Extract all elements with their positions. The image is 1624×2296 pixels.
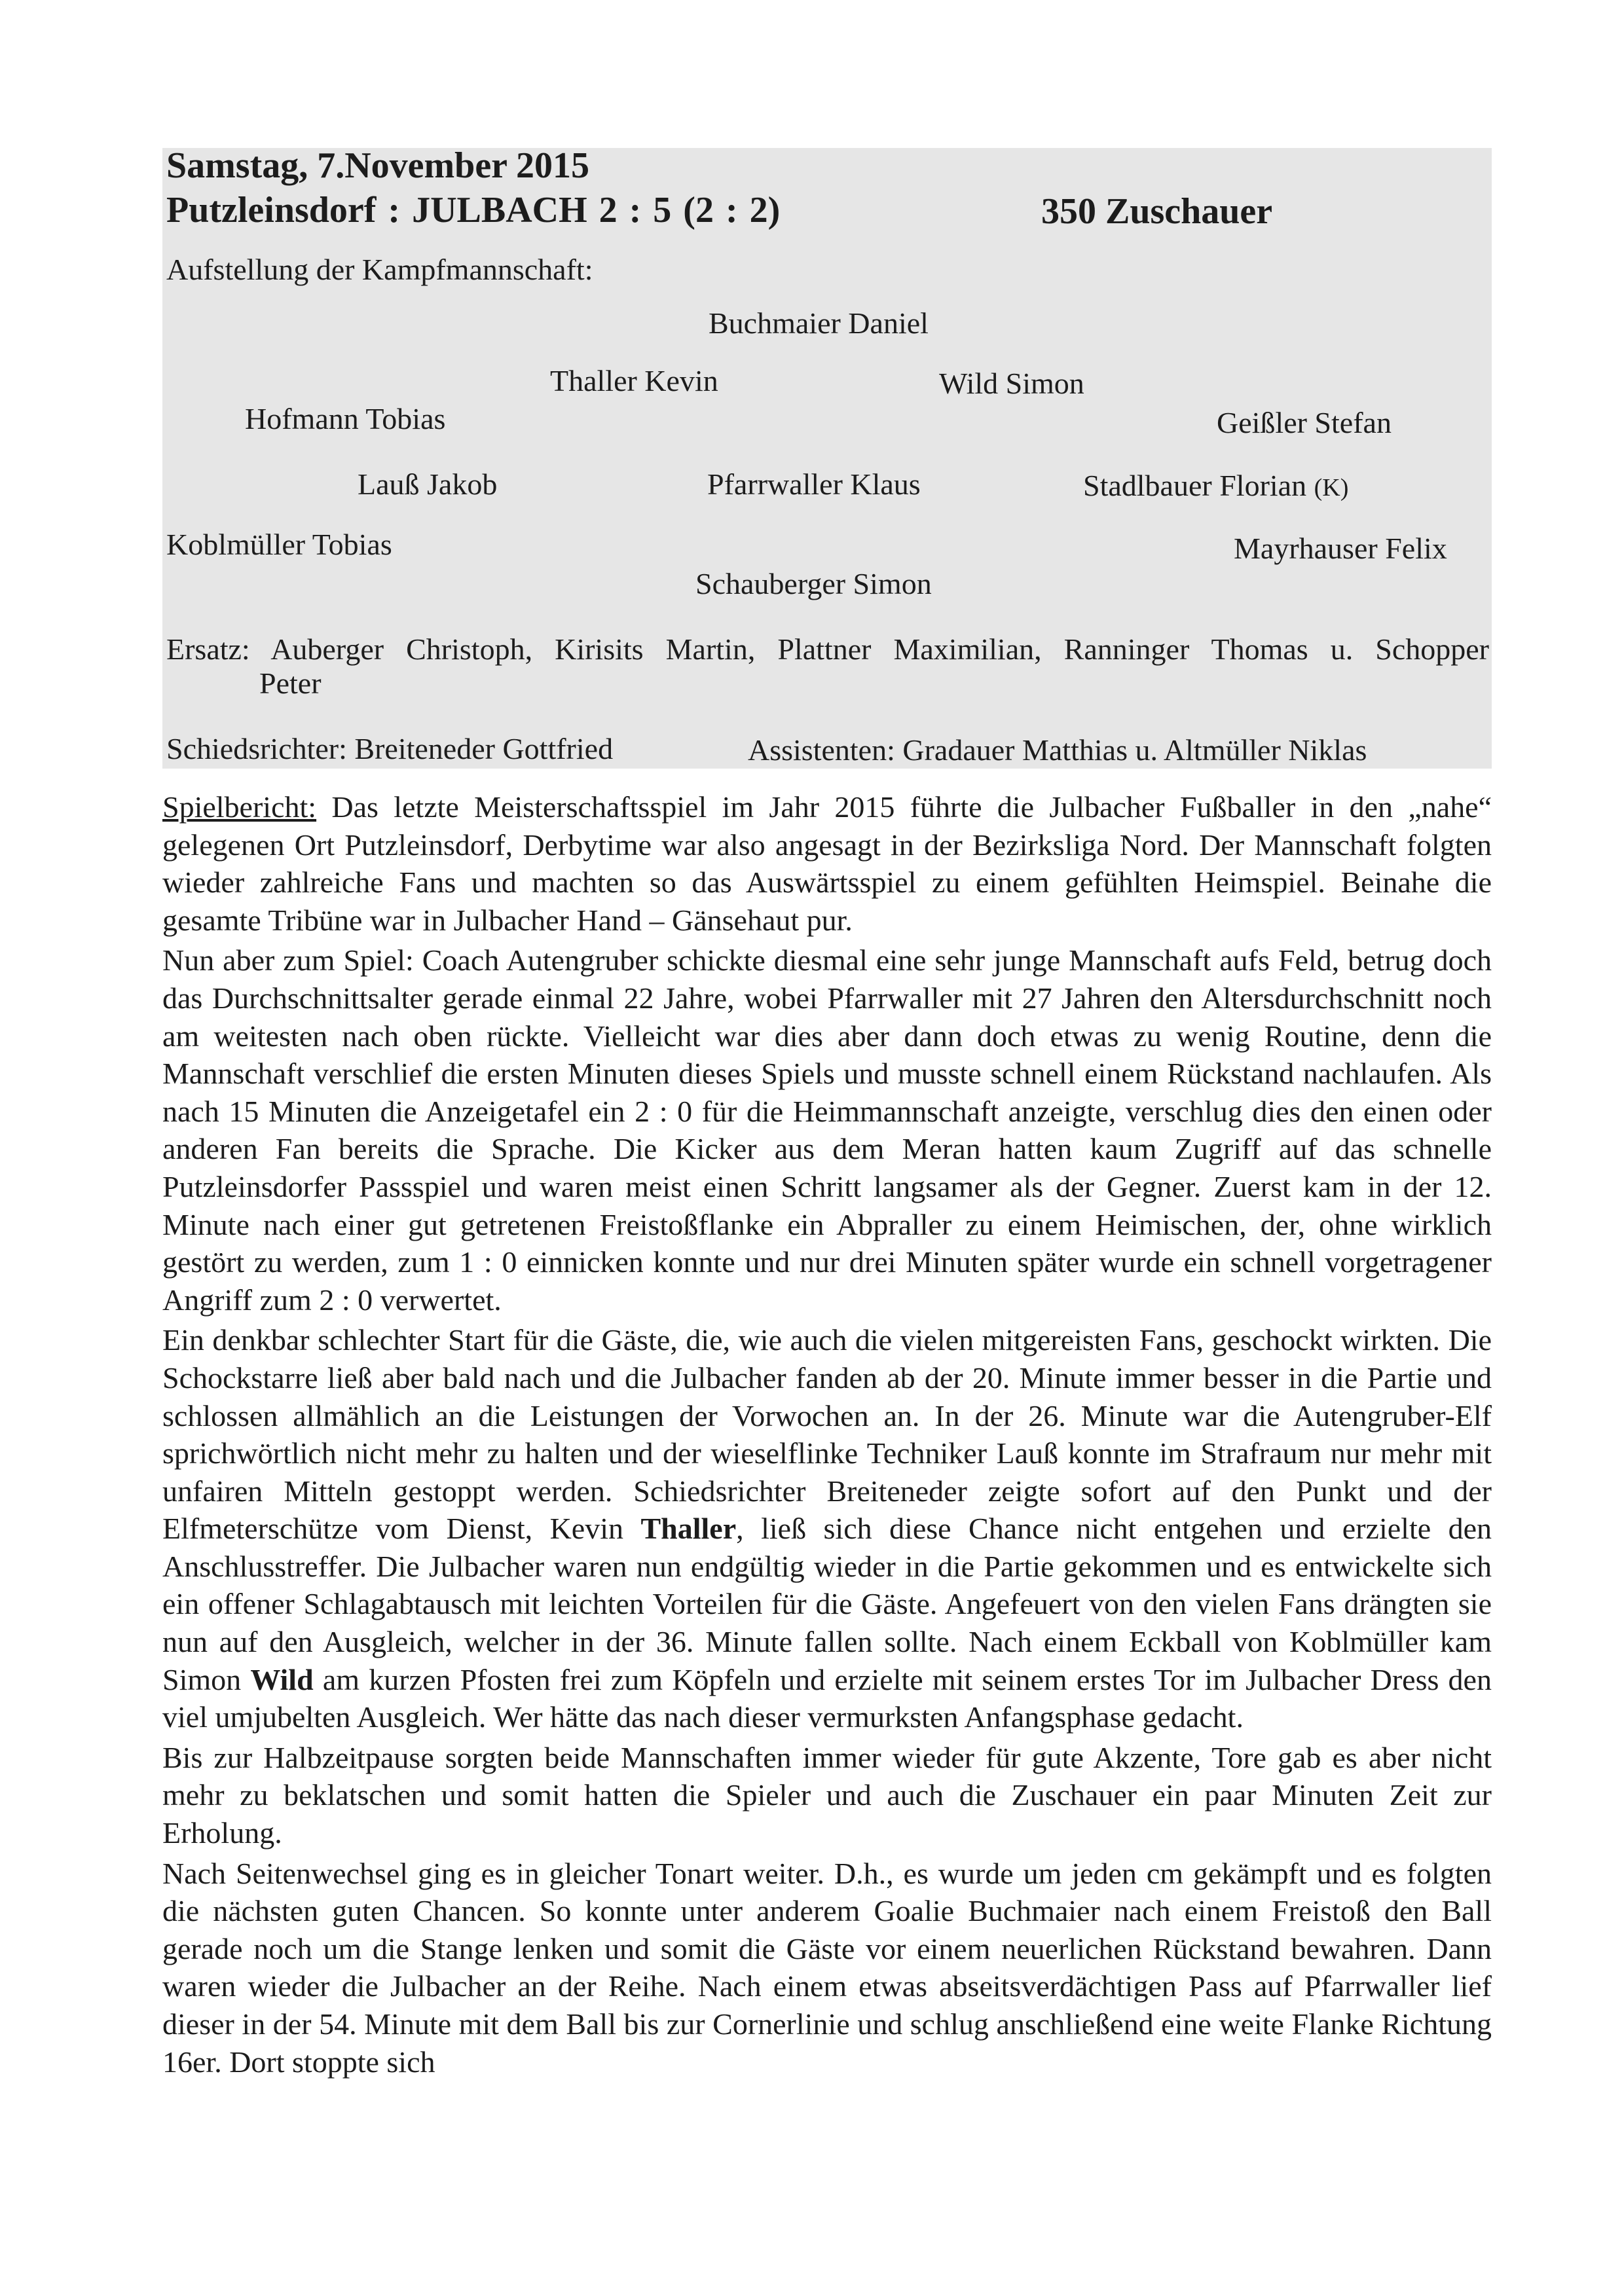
player-thaller: Thaller Kevin: [550, 364, 718, 397]
report-label: Spielbericht:: [162, 790, 317, 824]
report-paragraph-5: Nach Seitenwechsel ging es in gleicher Tonart weiter. D.h., es wurde um jeden cm gekämpft und es folgten die nächsten guten Chancen. So konnte unter anderem Goalie Buchmaier nach einem Freistoß den Ball gerade noch um die Stange lenken und somit die Gäste vor einem neuerlichen Rückstand bewahren. Dann waren wieder die Julbacher an der Reihe. Nach einem etwas abseitsverdächtigen Pass auf Pfarrwaller lief dieser in der 54. Minute mit dem Ball bis zur Cornerlinie und schlug anschließend eine weite Flanke Richtung 16er. Dort stoppte sich: [162, 1856, 1492, 2079]
spectator-count: 350 Zuschauer: [1041, 191, 1273, 232]
scorer-wild: Wild: [250, 1662, 314, 1696]
lineup-label: Aufstellung der Kampfmannschaft:: [166, 253, 593, 286]
match-info-box: [162, 148, 1492, 769]
scorer-thaller: Thaller: [640, 1512, 737, 1546]
report-paragraph-4: Bis zur Halbzeitpause sorgten beide Mannschaften immer wieder für gute Akzente, Tore gab es aber nicht mehr zu beklatschen und somit hatten die Spieler und auch die Zuschauer ein paar Minuten Zeit zur Erholung.: [162, 1740, 1492, 1850]
substitutes-line-2: Peter: [259, 666, 322, 700]
match-result: Putzleinsdorf : JULBACH 2 : 5 (2 : 2): [166, 190, 781, 230]
player-schauberger: Schauberger Simon: [695, 567, 932, 600]
player-stadlbauer: [1083, 469, 1348, 505]
report-paragraph-3: Ein denkbar schlechter Start für die Gäste, die, wie auch die vielen mitgereisten Fans, geschockt wirkten. Die Schockstarre ließ aber bald nach und die Julbacher fanden ab der 20. Minute immer besser in die Partie und schlossen allmählich an die Leistungen der Vorwochen an. In der 26. Minute war die Autengruber-Elf sprichwörtlich nicht mehr zu halten und der wieselflinke Techniker Lauß konnte im Strafraum nur mehr mit unfairen Mitteln gestoppt werden. Schiedsrichter Breiteneder zeigte sofort auf den Punkt und der Elfmeterschütze vom Dienst, Kevin Thaller, ließ sich diese Chance nicht entgehen und erzielte den Anschlusstreffer. Die Julbacher waren nun endgültig wieder in die Partie gekommen und es entwickelte sich ein offener Schlagabtausch mit leichten Vorteilen für die Gäste. Angefeuert von den vielen Fans drängten sie nun auf den Ausgleich, welcher in der 36. Minute fallen sollte. Nach einem Eckball von Koblmüller kam Simon Wild am kurzen Pfosten frei zum Köpfeln und erzielte mit seinem erstes Tor im Julbacher Dress den viel umjubelten Ausgleich. Wer hätte das nach dieser vermurksten Anfangsphase gedacht.: [162, 1323, 1492, 1734]
player-pfarrwaller: Pfarrwaller Klaus: [707, 467, 921, 501]
player-mayrhauser: Mayrhauser Felix: [1234, 532, 1447, 565]
match-report: [162, 788, 1492, 2081]
player-koblmueller: Koblmüller Tobias: [166, 528, 392, 561]
assistant-referees: Assistenten: Gradauer Matthias u. Altmüller Niklas: [748, 733, 1367, 767]
player-lauss: Lauß Jakob: [358, 467, 498, 501]
player-wild: Wild Simon: [939, 367, 1084, 400]
captain-mark: (K): [1314, 474, 1349, 501]
report-paragraph-2: Nun aber zum Spiel: Coach Autengruber schickte diesmal eine sehr junge Mannschaft aufs Feld, betrug doch das Durchschnittsalter gerade einmal 22 Jahre, wobei Pfarrwaller mit 27 Jahren den Altersdurchschnitt noch am weitesten nach oben rückte. Vielleicht war dies aber dann doch etwas zu wenig Routine, denn die Mannschaft verschlief die ersten Minuten dieses Spiels und musste schnell einem Rückstand nachlaufen. Als nach 15 Minuten die Anzeigetafel ein 2 : 0 für die Heimmannschaft anzeigte, verschlug dies den einen oder anderen Fan bereits die Sprache. Die Kicker aus dem Meran hatten kaum Zugriff auf das schnelle Putzleinsdorfer Passspiel und waren meist einen Schritt langsamer als der Gegner. Zuerst kam in der 12. Minute nach einer gut getretenen Freistoßflanke ein Abpraller zu einem Heimischen, der, ohne wirklich gestört zu werden, zum 1 : 0 einnicken konnte und nur drei Minuten später wurde ein schnell vorgetragener Angriff zum 2 : 0 verwertet.: [162, 943, 1492, 1317]
player-geissler: Geißler Stefan: [1217, 406, 1392, 439]
referee: Schiedsrichter: Breiteneder Gottfried: [166, 732, 614, 765]
player-hofmann: Hofmann Tobias: [245, 402, 446, 435]
player-goalkeeper: Buchmaier Daniel: [709, 306, 929, 340]
report-paragraph-1: Spielbericht: Das letzte Meisterschaftsspiel im Jahr 2015 führte die Julbacher Fußballer in den „nahe“ gelegenen Ort Putzleinsdorf, Derbytime war also angesagt in der Bezirksliga Nord. Der Mannschaft folgten wieder zahlreiche Fans und machten so das Auswärtsspiel zu einem gefühlten Heimspiel. Beinahe die gesamte Tribüne war in Julbacher Hand – Gänsehaut pur.: [162, 790, 1492, 937]
substitutes-line-1: Ersatz: Auberger Christoph, Kirisits Martin, Plattner Maximilian, Ranninger Thomas u. Schopper: [166, 632, 1489, 666]
player-stadlbauer-name: Stadlbauer Florian: [1083, 469, 1307, 502]
match-date: Samstag, 7.November 2015: [166, 145, 590, 186]
